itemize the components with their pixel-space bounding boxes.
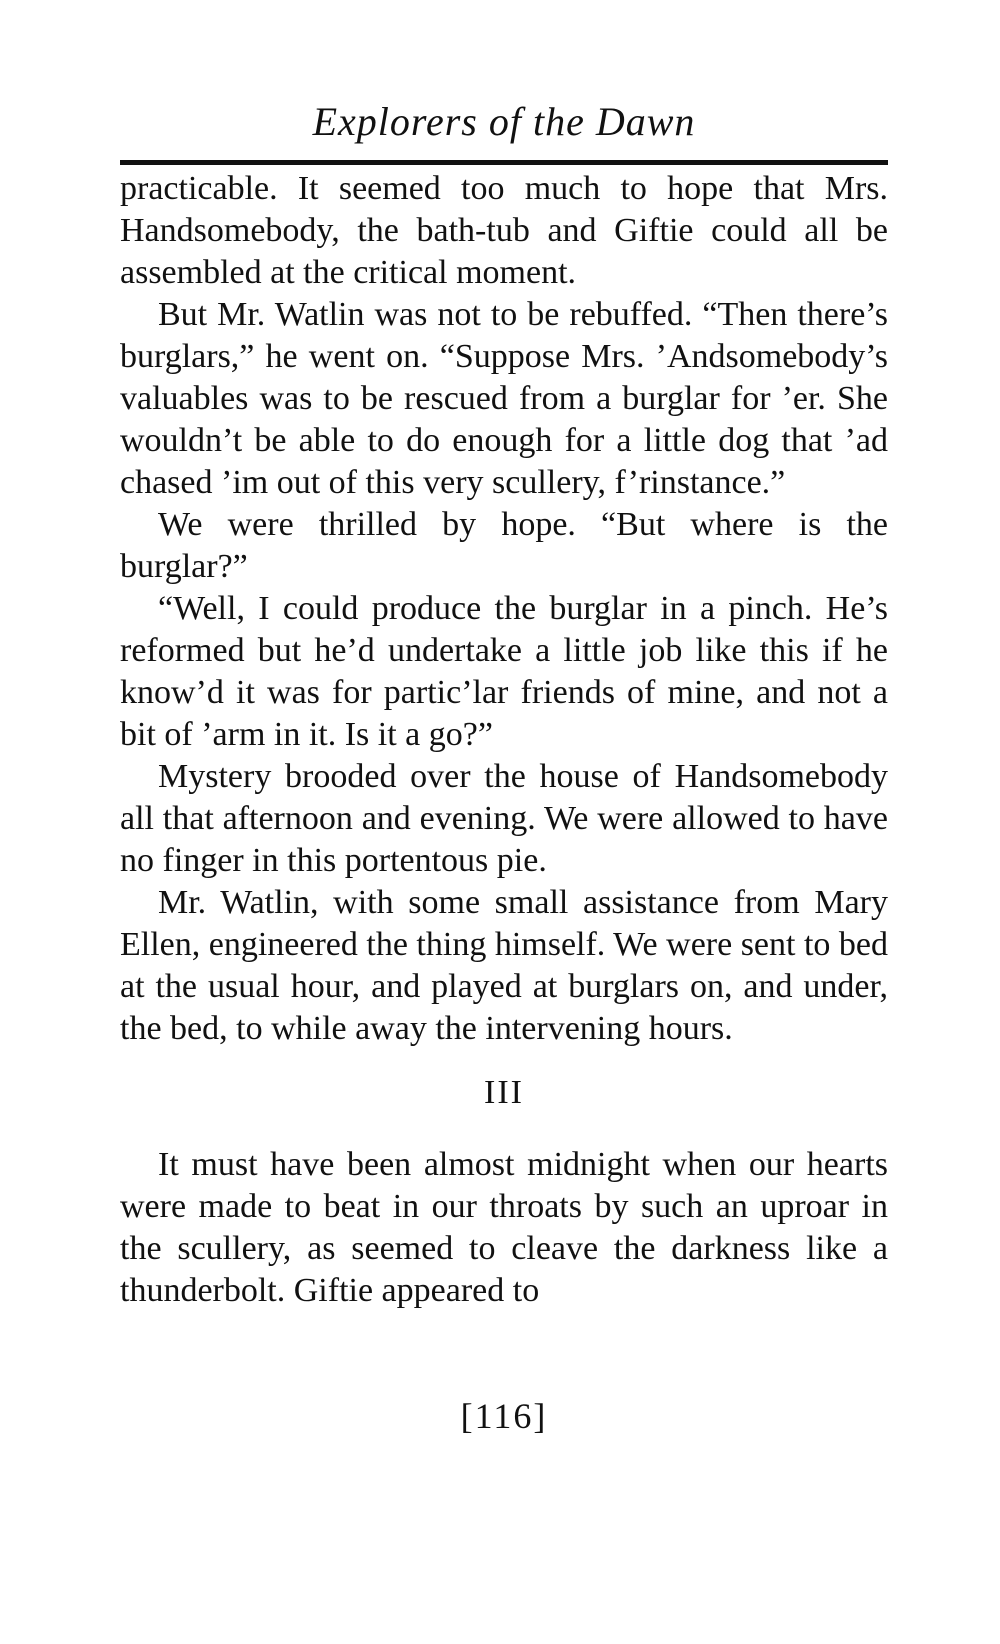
paragraph: But Mr. Watlin was not to be rebuffed. “Then there’s burglars,” he went on. “Suppose Mrs. ’Andsomebody’s valuables was to be rescued from a burglar for ’er. She wouldn’t be able to do enough for a little dog that ’ad chased ’im out of this very scullery, f’rinstance.” bbox=[120, 296, 888, 501]
page-number: [116] bbox=[460, 1396, 548, 1436]
paragraph-continued: practicable. It seemed too much to hope that Mrs. Handsomebody, the bath-tub and Giftie could all be assembled at the critical moment. bbox=[120, 170, 888, 291]
paragraph: Mr. Watlin, with some small assistance from Mary Ellen, engineered the thing himself. We were sent to bed at the usual hour, and played at burglars on, and under, the bed, to while away the intervening hours. bbox=[120, 884, 889, 1047]
paragraph: We were thrilled by hope. “But where is the burglar?” bbox=[120, 506, 888, 585]
paragraph: “Well, I could produce the burglar in a pinch. He’s reformed but he’d undertake a little job like this if he know’d it was for partic’lar friends of mine, and not a bit of ’arm in it. Is it a go?” bbox=[120, 590, 888, 753]
paragraph: It must have been almost midnight when our hearts were made to beat in our throats by such an uproar in the scullery, as seemed to cleave the darkness like a thunderbolt. Giftie appeared to bbox=[120, 1146, 888, 1309]
page-body bbox=[120, 168, 888, 1312]
paragraph: Mystery brooded over the house of Handsomebody all that afternoon and evening. We were allowed to have no finger in this portentous pie. bbox=[120, 758, 888, 879]
header-rule bbox=[120, 160, 888, 165]
running-title: Explorers of the Dawn bbox=[312, 99, 696, 144]
section-heading: III bbox=[484, 1074, 524, 1111]
